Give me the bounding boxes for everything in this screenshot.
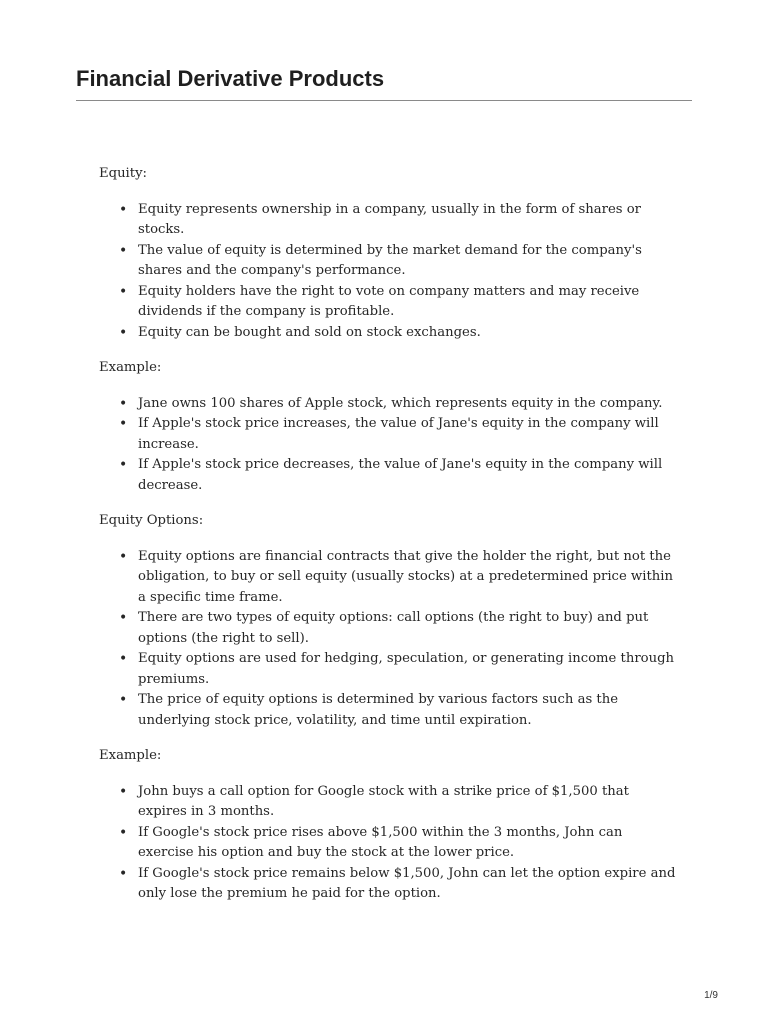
bullet-icon: • [119, 201, 128, 218]
section-heading-options-example: Example: [99, 748, 162, 763]
list-item-text: Equity represents ownership in a company, usually in the form of shares or stocks. [138, 201, 641, 237]
bullet-icon: • [119, 783, 128, 800]
bullet-icon: • [119, 692, 128, 708]
list-item [99, 241, 679, 282]
list-item [99, 323, 679, 344]
bullet-icon: • [119, 395, 128, 412]
bullet-list-equity [99, 200, 679, 344]
list-item-text: Equity options are used for hedging, speculation, or generating income through premiums. [138, 651, 675, 687]
bullet-icon: • [119, 283, 128, 300]
list-item [99, 864, 679, 905]
list-item [99, 455, 679, 496]
bullet-icon: • [119, 651, 128, 667]
bullet-list-equity-example [99, 394, 679, 497]
list-item [99, 200, 679, 241]
list-item [99, 782, 679, 823]
page-title: Financial Derivative Products [76, 66, 385, 91]
title-divider [76, 100, 692, 101]
section-heading-equity-example: Example: [99, 360, 162, 375]
section-heading-equity-options: Equity Options: [99, 513, 204, 528]
list-item-text: If Apple's stock price increases, the value of Jane's equity in the company will increase. [138, 416, 659, 452]
bullet-icon: • [119, 824, 128, 841]
list-item [99, 414, 679, 455]
bullet-icon: • [119, 416, 128, 432]
page-number: 1/9 [704, 990, 718, 1001]
list-item-text: If Apple's stock price decreases, the value of Jane's equity in the company will decrease. [138, 457, 663, 493]
list-item-text: There are two types of equity options: call options (the right to buy) and put options (the right to sell). [138, 610, 649, 646]
list-item [99, 282, 679, 323]
section-heading-equity: Equity: [99, 166, 147, 181]
document-body [99, 164, 679, 920]
bullet-icon: • [119, 548, 128, 565]
list-item [99, 690, 679, 731]
bullet-icon: • [119, 242, 128, 259]
list-item [99, 823, 679, 864]
list-item-text: If Google's stock price rises above $1,500 within the 3 months, John can exercise his option and buy the stock at the lower price. [138, 824, 623, 860]
list-item [99, 608, 679, 649]
bullet-icon: • [119, 324, 128, 341]
bullet-icon: • [119, 610, 128, 626]
list-item-text: Jane owns 100 shares of Apple stock, which represents equity in the company. [138, 395, 663, 411]
list-item [99, 547, 679, 609]
list-item-text: Equity options are financial contracts that give the holder the right, but not the obligation, to buy or sell equity (usually stocks) at a predetermined price within a specific time frame. [138, 548, 673, 605]
list-item [99, 394, 679, 415]
bullet-icon: • [119, 865, 128, 882]
list-item-text: John buys a call option for Google stock with a strike price of $1,500 that expires in 3 months. [138, 783, 629, 819]
bullet-icon: • [119, 457, 128, 473]
list-item-text: The value of equity is determined by the market demand for the company's shares and the company's performance. [138, 242, 642, 278]
list-item-text: Equity holders have the right to vote on company matters and may receive dividends if the company is profitable. [138, 283, 640, 319]
bullet-list-options-example [99, 782, 679, 905]
list-item-text: If Google's stock price remains below $1,500, John can let the option expire and only lose the premium he paid for the option. [138, 865, 676, 901]
list-item [99, 649, 679, 690]
list-item-text: Equity can be bought and sold on stock exchanges. [138, 324, 481, 340]
list-item-text: The price of equity options is determined by various factors such as the underlying stock price, volatility, and time until expiration. [138, 692, 619, 728]
bullet-list-equity-options [99, 547, 679, 732]
